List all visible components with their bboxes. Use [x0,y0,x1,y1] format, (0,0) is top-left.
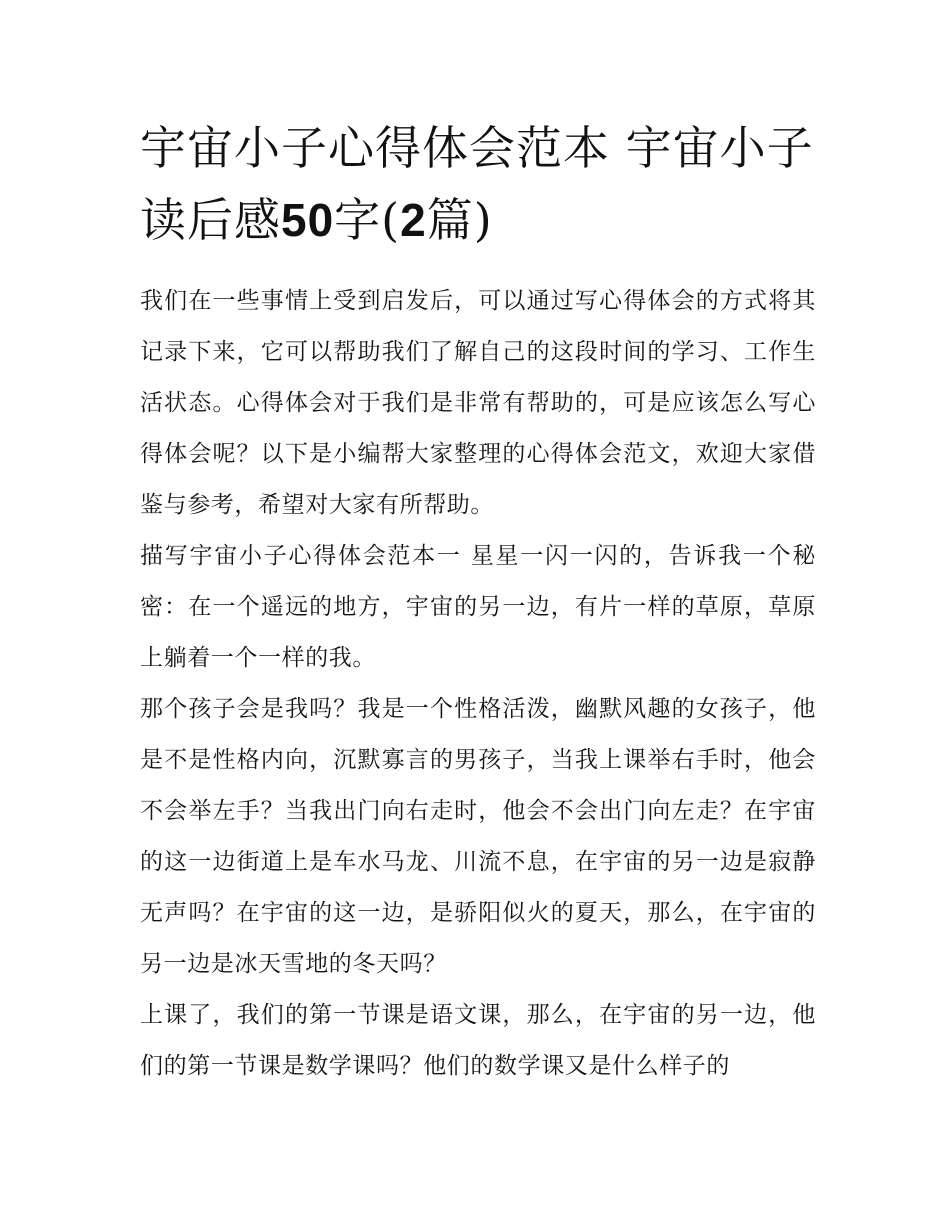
paragraph-1: 描写宇宙小子心得体会范本一 星星一闪一闪的，告诉我一个秘密：在一个遥远的地方，宇宙的另一边，有片一样的草原，草原上躺着一个一样的我。 [140,543,816,671]
document-title [140,112,820,256]
title-text-part1: 宇宙小子心得体会范本 宇宙小子读后感 [140,121,814,247]
title-text-part2: 字( [334,193,401,247]
paragraph-3: 上课了，我们的第一节课是语文课，那么，在宇宙的另一边，他们的第一节课是数学课吗？他们的数学课又是什么样子的 [140,1002,816,1079]
document-body [140,276,816,1092]
title-number-2: 2 [400,194,427,246]
title-text-part3: 篇) [426,193,493,247]
paragraph-2: 那个孩子会是我吗？我是一个性格活泼，幽默风趣的女孩子，他是不是性格内向，沉默寡言的男孩子，当我上课举右手时，他会不会举左手？当我出门向右走时，他会不会出门向左走？在宇宙的这一边街道上是车水马龙、川流不息，在宇宙的另一边是寂静无声吗？在宇宙的这一边，是骄阳似火的夏天，那么，在宇宙的另一边是冰天雪地的冬天吗？ [140,696,816,977]
paragraph-intro: 我们在一些事情上受到启发后，可以通过写心得体会的方式将其记录下来，它可以帮助我们了解自己的这段时间的学习、工作生活状态。心得体会对于我们是非常有帮助的，可是应该怎么写心得体会呢？以下是小编帮大家整理的心得体会范文，欢迎大家借鉴与参考，希望对大家有所帮助。 [140,288,816,518]
title-number: 50 [281,194,335,246]
